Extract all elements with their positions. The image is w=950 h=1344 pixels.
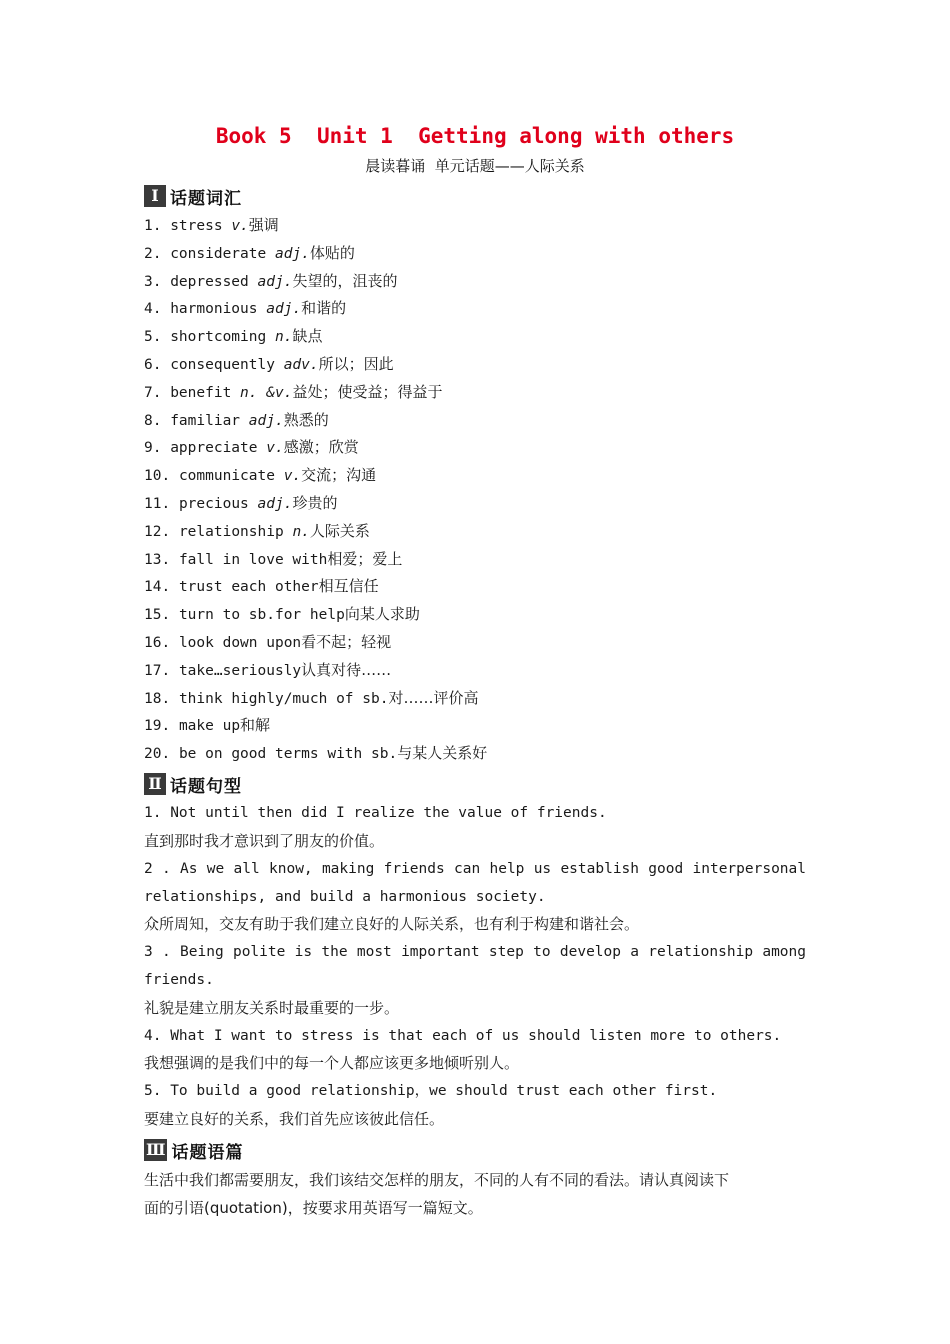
vocab-number: 9.	[144, 440, 162, 457]
vocab-meaning: 珍贵的	[292, 494, 338, 512]
vocab-word: relationship	[178, 523, 284, 540]
vocab-word: depressed	[170, 273, 249, 290]
vocab-word: familiar	[170, 412, 241, 429]
vocab-item	[144, 296, 806, 321]
section-title: 话题句型	[170, 776, 242, 797]
vocab-meaning: 与某人关系好	[397, 744, 488, 763]
vocab-meaning: 交流；沟通	[301, 466, 377, 485]
vocab-word: turn to sb.for help	[178, 607, 345, 624]
section-numeral: Ⅰ	[144, 185, 166, 207]
vocab-part-of-speech: n.	[274, 329, 293, 346]
vocab-meaning: 感激；欣赏	[283, 438, 359, 457]
vocab-meaning: 认真对待……	[301, 660, 392, 679]
vocab-word: precious	[178, 496, 249, 512]
vocab-item	[144, 686, 806, 711]
sentence-chinese: 众所周知，交友有助于我们建立良好的人际关系，也有利于构建和谐社会。	[144, 915, 640, 933]
vocab-item	[144, 491, 806, 516]
vocab-number: 8.	[144, 412, 162, 429]
vocab-part-of-speech: adj.	[257, 273, 293, 290]
vocab-number: 14.	[144, 579, 171, 596]
vocab-part-of-speech: adj.	[274, 245, 310, 262]
sentence-english: 1. Not until then did I realize the value of friends.	[144, 805, 607, 821]
vocab-number: 16.	[144, 635, 171, 651]
section-title: 话题语篇	[171, 1142, 244, 1163]
sentence-english-continued: relationships, and build a harmonious society.	[144, 889, 546, 905]
vocab-item	[144, 324, 806, 349]
vocab-part-of-speech: adj.	[266, 301, 302, 318]
vocab-word: look down upon	[178, 635, 302, 651]
section-heading-passage	[144, 1138, 243, 1162]
vocab-item	[144, 741, 806, 766]
sentence-chinese: 我想强调的是我们中的每一个人都应该更多地倾听别人。	[144, 1054, 520, 1072]
vocab-item	[144, 380, 806, 405]
vocab-meaning: 强调	[248, 216, 279, 234]
vocab-meaning: 向某人求助	[344, 605, 420, 624]
vocab-item	[144, 463, 806, 488]
vocab-number: 4.	[144, 301, 162, 318]
vocab-part-of-speech: adj.	[248, 412, 284, 429]
vocab-word: be on good terms with sb.	[178, 746, 398, 763]
vocab-item	[144, 213, 806, 238]
vocab-meaning: 和解	[240, 716, 271, 735]
page-subtitle: 晨读暮诵 单元话题——人际关系	[365, 157, 585, 175]
vocab-item	[144, 602, 806, 627]
vocab-item	[144, 658, 806, 683]
vocab-number: 1.	[144, 218, 162, 234]
vocab-meaning: 熟悉的	[283, 410, 329, 429]
vocab-word: take…seriously	[178, 662, 302, 679]
passage-line: 生活中我们都需要朋友，我们该结交怎样的朋友，不同的人有不同的看法。请认真阅读下	[144, 1171, 730, 1189]
vocab-item	[144, 519, 806, 544]
vocab-word: considerate	[170, 245, 267, 262]
vocab-meaning: 益处；使受益；得益于	[292, 382, 443, 401]
vocab-word: make up	[178, 718, 241, 735]
sentence-english: 4. What I want to stress is that each of us should listen more to others.	[144, 1028, 782, 1044]
vocab-meaning: 人际关系	[309, 521, 370, 540]
vocab-item	[144, 435, 806, 460]
sentence-chinese: 直到那时我才意识到了朋友的价值。	[144, 832, 385, 850]
vocab-part-of-speech: adv.	[283, 357, 319, 373]
sentence-english-continued: friends.	[144, 972, 214, 988]
vocab-part-of-speech: v.	[266, 440, 284, 457]
section-title: 话题词汇	[170, 188, 242, 209]
vocab-meaning: 对……评价高	[388, 688, 479, 707]
vocab-word: communicate	[178, 468, 275, 485]
vocab-item	[144, 241, 806, 266]
sentence-chinese: 礼貌是建立朋友关系时最重要的一步。	[144, 999, 400, 1017]
vocab-part-of-speech: adj.	[257, 496, 293, 512]
vocab-number: 15.	[144, 607, 171, 624]
section-heading-sentence-patterns	[144, 772, 242, 796]
vocab-number: 11.	[144, 496, 171, 512]
vocab-item	[144, 713, 806, 738]
section-heading-vocabulary	[144, 184, 242, 208]
vocab-number: 13.	[144, 551, 171, 568]
vocab-meaning: 相互信任	[318, 577, 379, 596]
vocab-item	[144, 352, 806, 377]
vocab-number: 5.	[144, 329, 162, 346]
vocab-part-of-speech: n.	[292, 523, 310, 540]
section-numeral: Ⅱ	[144, 773, 166, 795]
passage-line: 面的引语(quotation)，按要求用英语写一篇短文。	[144, 1199, 483, 1217]
section-numeral: Ⅲ	[146, 1140, 166, 1159]
vocab-meaning: 体贴的	[309, 243, 355, 262]
vocab-number: 20.	[144, 746, 171, 763]
vocab-meaning: 相爱；爱上	[327, 549, 403, 568]
vocab-number: 18.	[144, 690, 171, 707]
vocab-word: shortcoming	[170, 329, 267, 346]
sentence-english: 3 . Being polite is the most important step to develop a relationship among	[144, 944, 806, 960]
vocab-meaning: 所以；因此	[318, 355, 394, 373]
vocab-meaning: 和谐的	[301, 299, 347, 318]
page-title: Book 5 Unit 1 Getting along with others	[215, 124, 735, 148]
sentence-english: 5. To build a good relationship，we should trust each other first.	[144, 1083, 718, 1099]
vocab-part-of-speech: v.	[231, 218, 249, 234]
vocab-word: benefit	[170, 384, 232, 401]
vocab-number: 10.	[144, 468, 171, 485]
sentence-chinese: 要建立良好的关系，我们首先应该彼此信任。	[144, 1110, 445, 1128]
vocab-word: think highly/much of sb.	[178, 690, 389, 707]
vocab-number: 6.	[144, 357, 162, 373]
vocab-part-of-speech: n. &v.	[240, 384, 293, 401]
vocab-number: 12.	[144, 523, 171, 540]
vocab-item	[144, 547, 806, 572]
vocab-meaning: 缺点	[292, 327, 323, 346]
vocab-part-of-speech: v.	[283, 468, 302, 485]
vocab-number: 19.	[144, 718, 171, 735]
vocab-number: 2.	[144, 245, 162, 262]
vocab-word: appreciate	[170, 440, 258, 457]
vocab-word: trust each other	[178, 579, 319, 596]
vocab-word: stress	[170, 218, 223, 234]
vocab-word: fall in love with	[178, 551, 328, 568]
vocab-word: consequently	[170, 357, 275, 373]
sentence-english: 2 . As we all know, making friends can help us establish good interpersonal	[144, 861, 806, 877]
vocab-item	[144, 269, 806, 294]
vocab-item	[144, 630, 806, 655]
vocab-number: 7.	[144, 384, 162, 401]
vocab-meaning: 失望的，沮丧的	[292, 271, 398, 290]
vocab-number: 3.	[144, 273, 162, 290]
vocab-meaning: 看不起；轻视	[301, 633, 392, 651]
vocab-word: harmonious	[170, 301, 258, 318]
vocab-item	[144, 408, 806, 433]
vocab-number: 17.	[144, 662, 171, 679]
vocab-item	[144, 574, 806, 599]
